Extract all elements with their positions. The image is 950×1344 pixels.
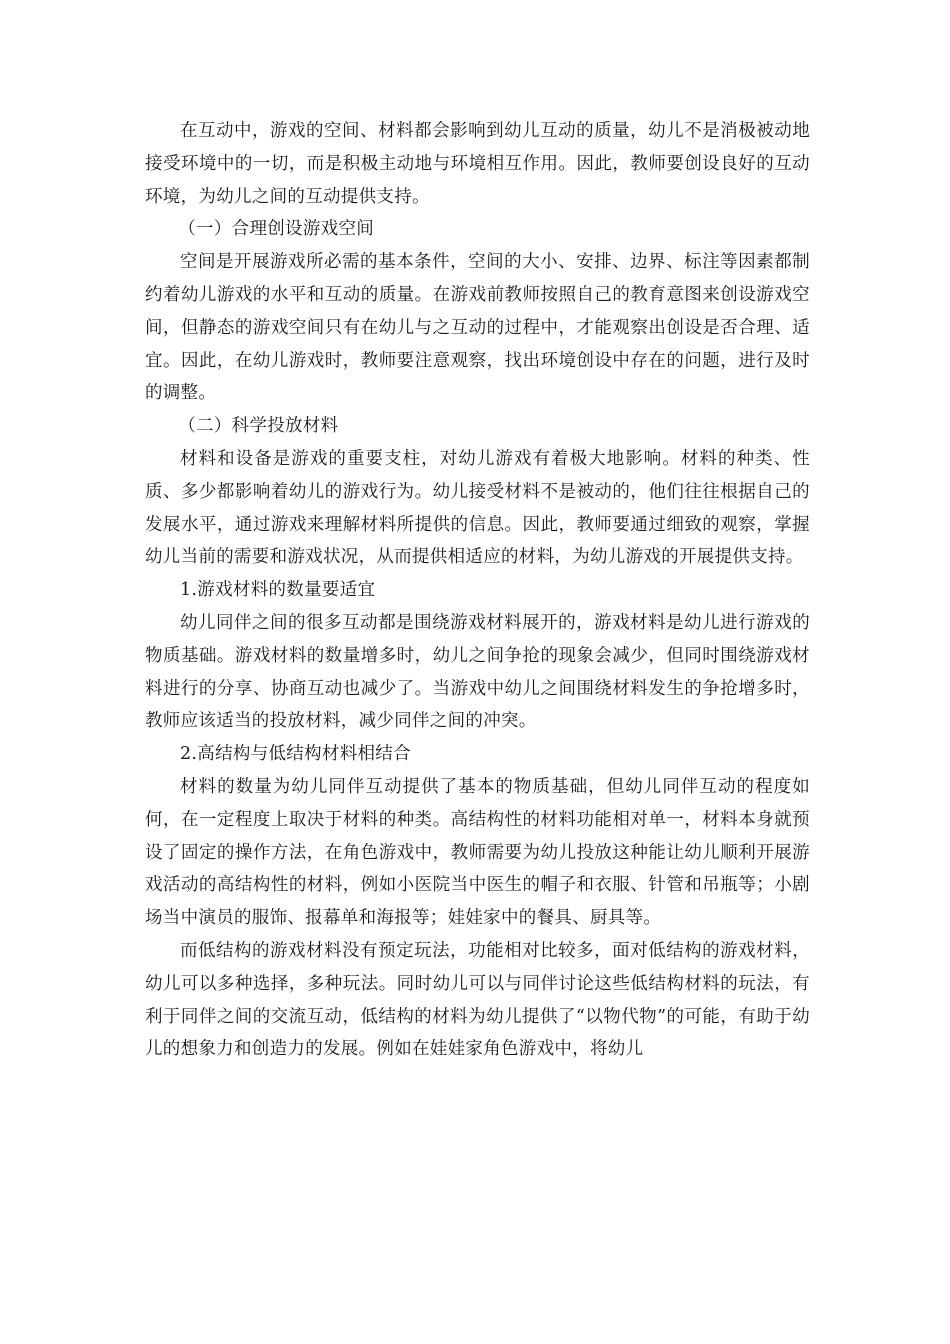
paragraph-low-structure: 而低结构的游戏材料没有预定玩法，功能相对比较多，面对低结构的游戏材料，幼儿可以多种选择，多种玩法。同时幼儿可以与同伴讨论这些低结构材料的玩法，有利于同伴之间的交流互动，低结构的材料为幼儿提供了“以物代物”的可能，有助于幼儿的想象力和创造力的发展。例如在娃娃家角色游戏中，将幼儿 [145,940,810,1060]
section-heading-space: （一）合理创设游戏空间 [178,219,375,240]
paragraph-materials: 材料和设备是游戏的重要支柱，对幼儿游戏有着极大地影响。材料的种类、性质、多少都影响着幼儿的游戏行为。幼儿接受材料不是被动的，他们往往根据自己的发展水平，通过游戏来理解材料所提供的信息。因此，教师要通过细致的观察，掌握幼儿当前的需要和游戏状况，从而提供相适应的材料，为幼儿游戏的开展提供支持。 [145,448,810,568]
document-body [145,115,810,1066]
paragraph-space: 空间是开展游戏所必需的基本条件，空间的大小、安排、边界、标注等因素都制约着幼儿游戏的水平和互动的质量。在游戏前教师按照自己的教育意图来创设游戏空间，但静态的游戏空间只有在幼儿与之互动的过程中，才能观察出创设是否合理、适宜。因此，在幼儿游戏时，教师要注意观察，找出环境创设中存在的问题，进行及时的调整。 [145,252,810,404]
paragraph-high-structure: 材料的数量为幼儿同伴互动提供了基本的物质基础，但幼儿同伴互动的程度如何，在一定程度上取决于材料的种类。高结构性的材料功能相对单一，材料本身就预设了固定的操作方法，在角色游戏中，教师需要为幼儿投放这种能让幼儿顺利开展游戏活动的高结构性的材料，例如小医院当中医生的帽子和衣服、针管和吊瓶等；小剧场当中演员的服饰、报幕单和海报等；娃娃家中的餐具、厨具等。 [145,776,810,929]
subsection-heading-structure: 2.高结构与低结构材料相结合 [180,744,411,765]
section-heading-materials: （二）科学投放材料 [178,416,339,437]
paragraph-quantity: 幼儿同伴之间的很多互动都是围绕游戏材料展开的，游戏材料是幼儿进行游戏的物质基础。游戏材料的数量增多时，幼儿之间争抢的现象会减少，但同时围绕游戏材料进行的分享、协商互动也减少了。当游戏中幼儿之间围绕材料发生的争抢增多时，教师应该适当的投放材料，减少同伴之间的冲突。 [145,612,810,732]
subsection-heading-quantity: 1.游戏材料的数量要适宜 [180,580,376,601]
paragraph-intro: 在互动中，游戏的空间、材料都会影响到幼儿互动的质量，幼儿不是消极被动地接受环境中的一切，而是积极主动地与环境相互作用。因此，教师要创设良好的互动环境，为幼儿之间的互动提供支持。 [145,121,810,207]
